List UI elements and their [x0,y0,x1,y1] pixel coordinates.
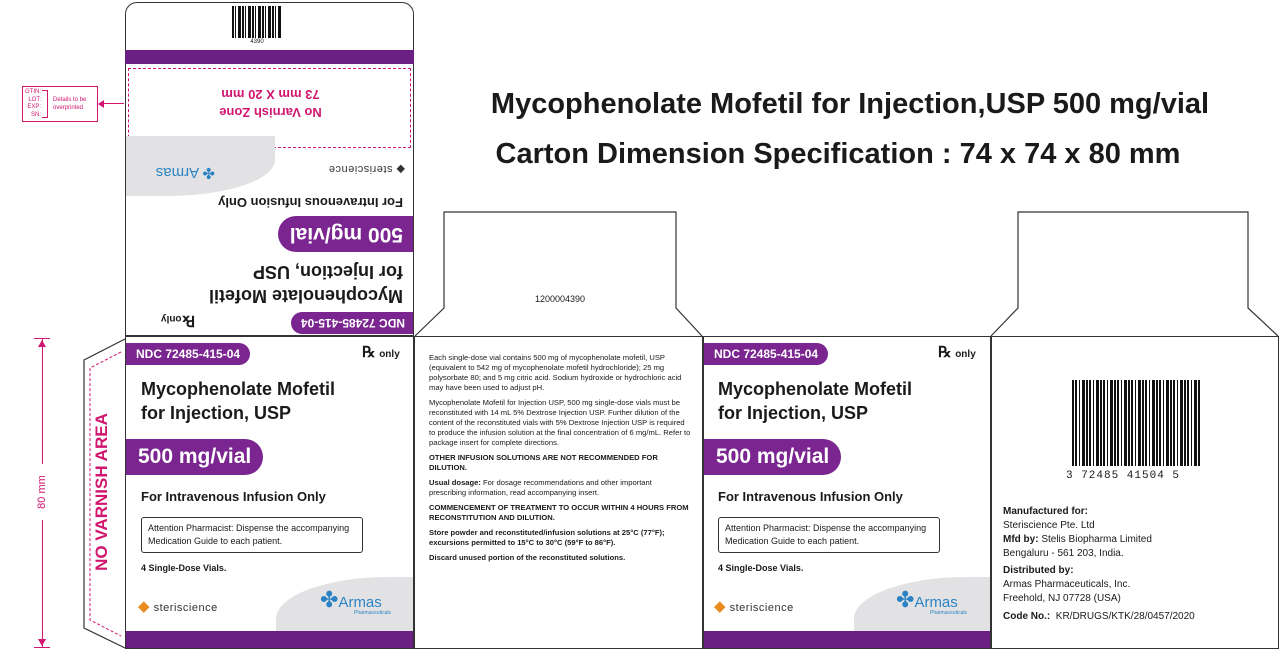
back-dose-tag: 500 mg/vial [704,439,841,475]
front-route: For Intravenous Infusion Only [141,489,326,504]
info-composition: Each single-dose vial contains 500 mg of mycophenolate mofetil, USP (equivalent to 542 mg of mycophenolate mofetil hydrochloride); 25 mg polysorbate 80; and 5 mg citric acid. Sodium hydroxide or hydrochloric acid may have been used to adjust pH. [429,353,682,392]
no-varnish-zone-label: No Varnish Zone [219,105,322,120]
info-reconstitution: Mycophenolate Mofetil for Injection USP, 500 mg single-dose vials must be reconstituted with 14 mL 5% Dextrose Injection USP. Further dilution of the content of the reconstituted vials with 5% Dextrose Injection USP is required to produce the infusion solution at the final concentration of 6 mg/mL. Refer to package insert for complete directions. [429,398,691,447]
manufactured-for-label: Manufactured for: [1003,506,1088,517]
top-drug-name: Mycophenolate Mofetil for Injection, USP [208,262,403,306]
front-dose-tag: 500 mg/vial [126,439,263,475]
manufactured-for: Steriscience Pte. Ltd [1003,520,1095,531]
top-barcode [232,6,282,38]
dimension-bottom-tick [34,647,50,648]
info-text [429,353,691,568]
top-dose-tag: 500 mg/vial [278,216,414,252]
info-usual-dosage: Usual dosage: For dosage recommendations and other important prescribing information, read accompanying insert. [429,478,652,497]
front-drug-name: Mycophenolate Mofetil for Injection, USP [141,379,336,423]
top-label-panel [125,64,414,336]
front-steriscience-logo: ◆ steriscience [138,598,218,615]
lot-field: LOT: [28,96,41,103]
heading-line-1: Mycophenolate Mofetil for Injection,USP 500 mg/vial [490,88,1210,120]
arrow-head-icon [98,100,104,108]
code-label: Code No.: [1003,611,1051,622]
arrow-down-icon [38,639,46,646]
front-bottom-bar [126,631,414,649]
top-barcode-number: 4390 [250,39,264,45]
top-ndc-tag: NDC 72485-415-04 [291,312,414,334]
back-ndc-tag: NDC 72485-415-04 [704,343,828,365]
heading-line-2: Carton Dimension Specification : 74 x 74 x 80 mm [495,138,1181,170]
manufacturer-info: Manufactured for: Steriscience Pte. Ltd Mfd by: Stelis Biopharma Limited Bengaluru - 561 203, India. Distributed by: Armas Pharmaceuticals, Inc. Freehold, NJ 07728 (USA) Code No.: KR/DRUGS/KTK/28/0457/2020 [1003,506,1195,622]
upc-barcode [1072,380,1200,466]
upc-digits: 3 72485 41504 5 [1066,470,1212,482]
dimension-label: 80 mm [36,464,48,520]
front-label-panel [125,336,414,649]
exp-field: EXP: [27,104,41,110]
top-armas-logo: ✤ Armas [155,164,215,181]
back-steriscience-logo: ◆ steriscience [714,598,794,615]
front-rx-only: ℞ only [362,345,400,361]
mfd-address: Bengaluru - 561 203, India. [1003,548,1124,559]
overprint-box [22,86,98,122]
back-rx-only: ℞ only [938,345,976,361]
info-warning-solutions: OTHER INFUSION SOLUTIONS ARE NOT RECOMMENDED FOR DILUTION. [429,453,658,472]
overprint-note: Details to be overprinted [53,97,87,111]
front-attention-box: Attention Pharmacist: Dispense the accompanying Medication Guide to each patient. [141,517,363,553]
no-varnish-zone-size: 73 mm X 20 mm [221,87,320,102]
top-label-flipped [126,150,414,336]
back-armas-logo: ✤Armas Pharmaceuticals [896,587,967,616]
front-ndc-tag: NDC 72485-415-04 [126,343,250,365]
top-steriscience-logo: ◆ steriscience [328,163,405,175]
mfd-by: Stelis Biopharma Limited [1041,534,1152,545]
front-vials: 4 Single-Dose Vials. [141,563,227,573]
gtin-field: GTIN: [25,89,41,95]
info-discard: Discard unused portion of the reconstituted solutions. [429,553,626,562]
back-drug-name: Mycophenolate Mofetil for Injection, USP [718,379,913,423]
info-commencement: COMMENCEMENT OF TREATMENT TO OCCUR WITHIN 4 HOURS FROM RECONSTITUTION AND DILUTION. [429,503,689,522]
distributed-by-label: Distributed by: [1003,565,1074,576]
back-attention-box: Attention Pharmacist: Dispense the accompanying Medication Guide to each patient. [718,517,940,553]
dimension-top-tick [34,338,50,339]
code-number: KR/DRUGS/KTK/28/0457/2020 [1055,611,1195,622]
top-rx-only: ℞only [160,312,195,328]
tuck-flap [414,208,704,338]
info-storage: Store powder and reconstituted/infusion solutions at 25°C (77°F); excursions permitted to 15°C to 30°C (59°F to 86°F). [429,528,665,547]
arrow-up-icon [38,340,46,347]
info-panel [414,336,703,649]
back-route: For Intravenous Infusion Only [718,489,903,504]
right-dust-flap [990,208,1280,338]
front-armas-logo: ✤Armas Pharmaceuticals [320,587,391,616]
top-purple-bar [125,50,414,64]
back-label-panel [703,336,991,649]
top-route: For Intravenous Infusion Only [218,195,403,210]
distributor: Armas Pharmaceuticals, Inc. [1003,579,1131,590]
manufacturer-panel [991,336,1279,649]
no-varnish-area: NO VARNISH AREA [92,413,111,571]
distributor-address: Freehold, NJ 07728 (USA) [1003,593,1121,604]
back-bottom-bar [704,631,991,649]
sn-field: SN: [30,111,41,118]
flap-code: 1200004390 [535,294,586,304]
back-vials: 4 Single-Dose Vials. [718,563,804,573]
top-flap [125,2,414,52]
